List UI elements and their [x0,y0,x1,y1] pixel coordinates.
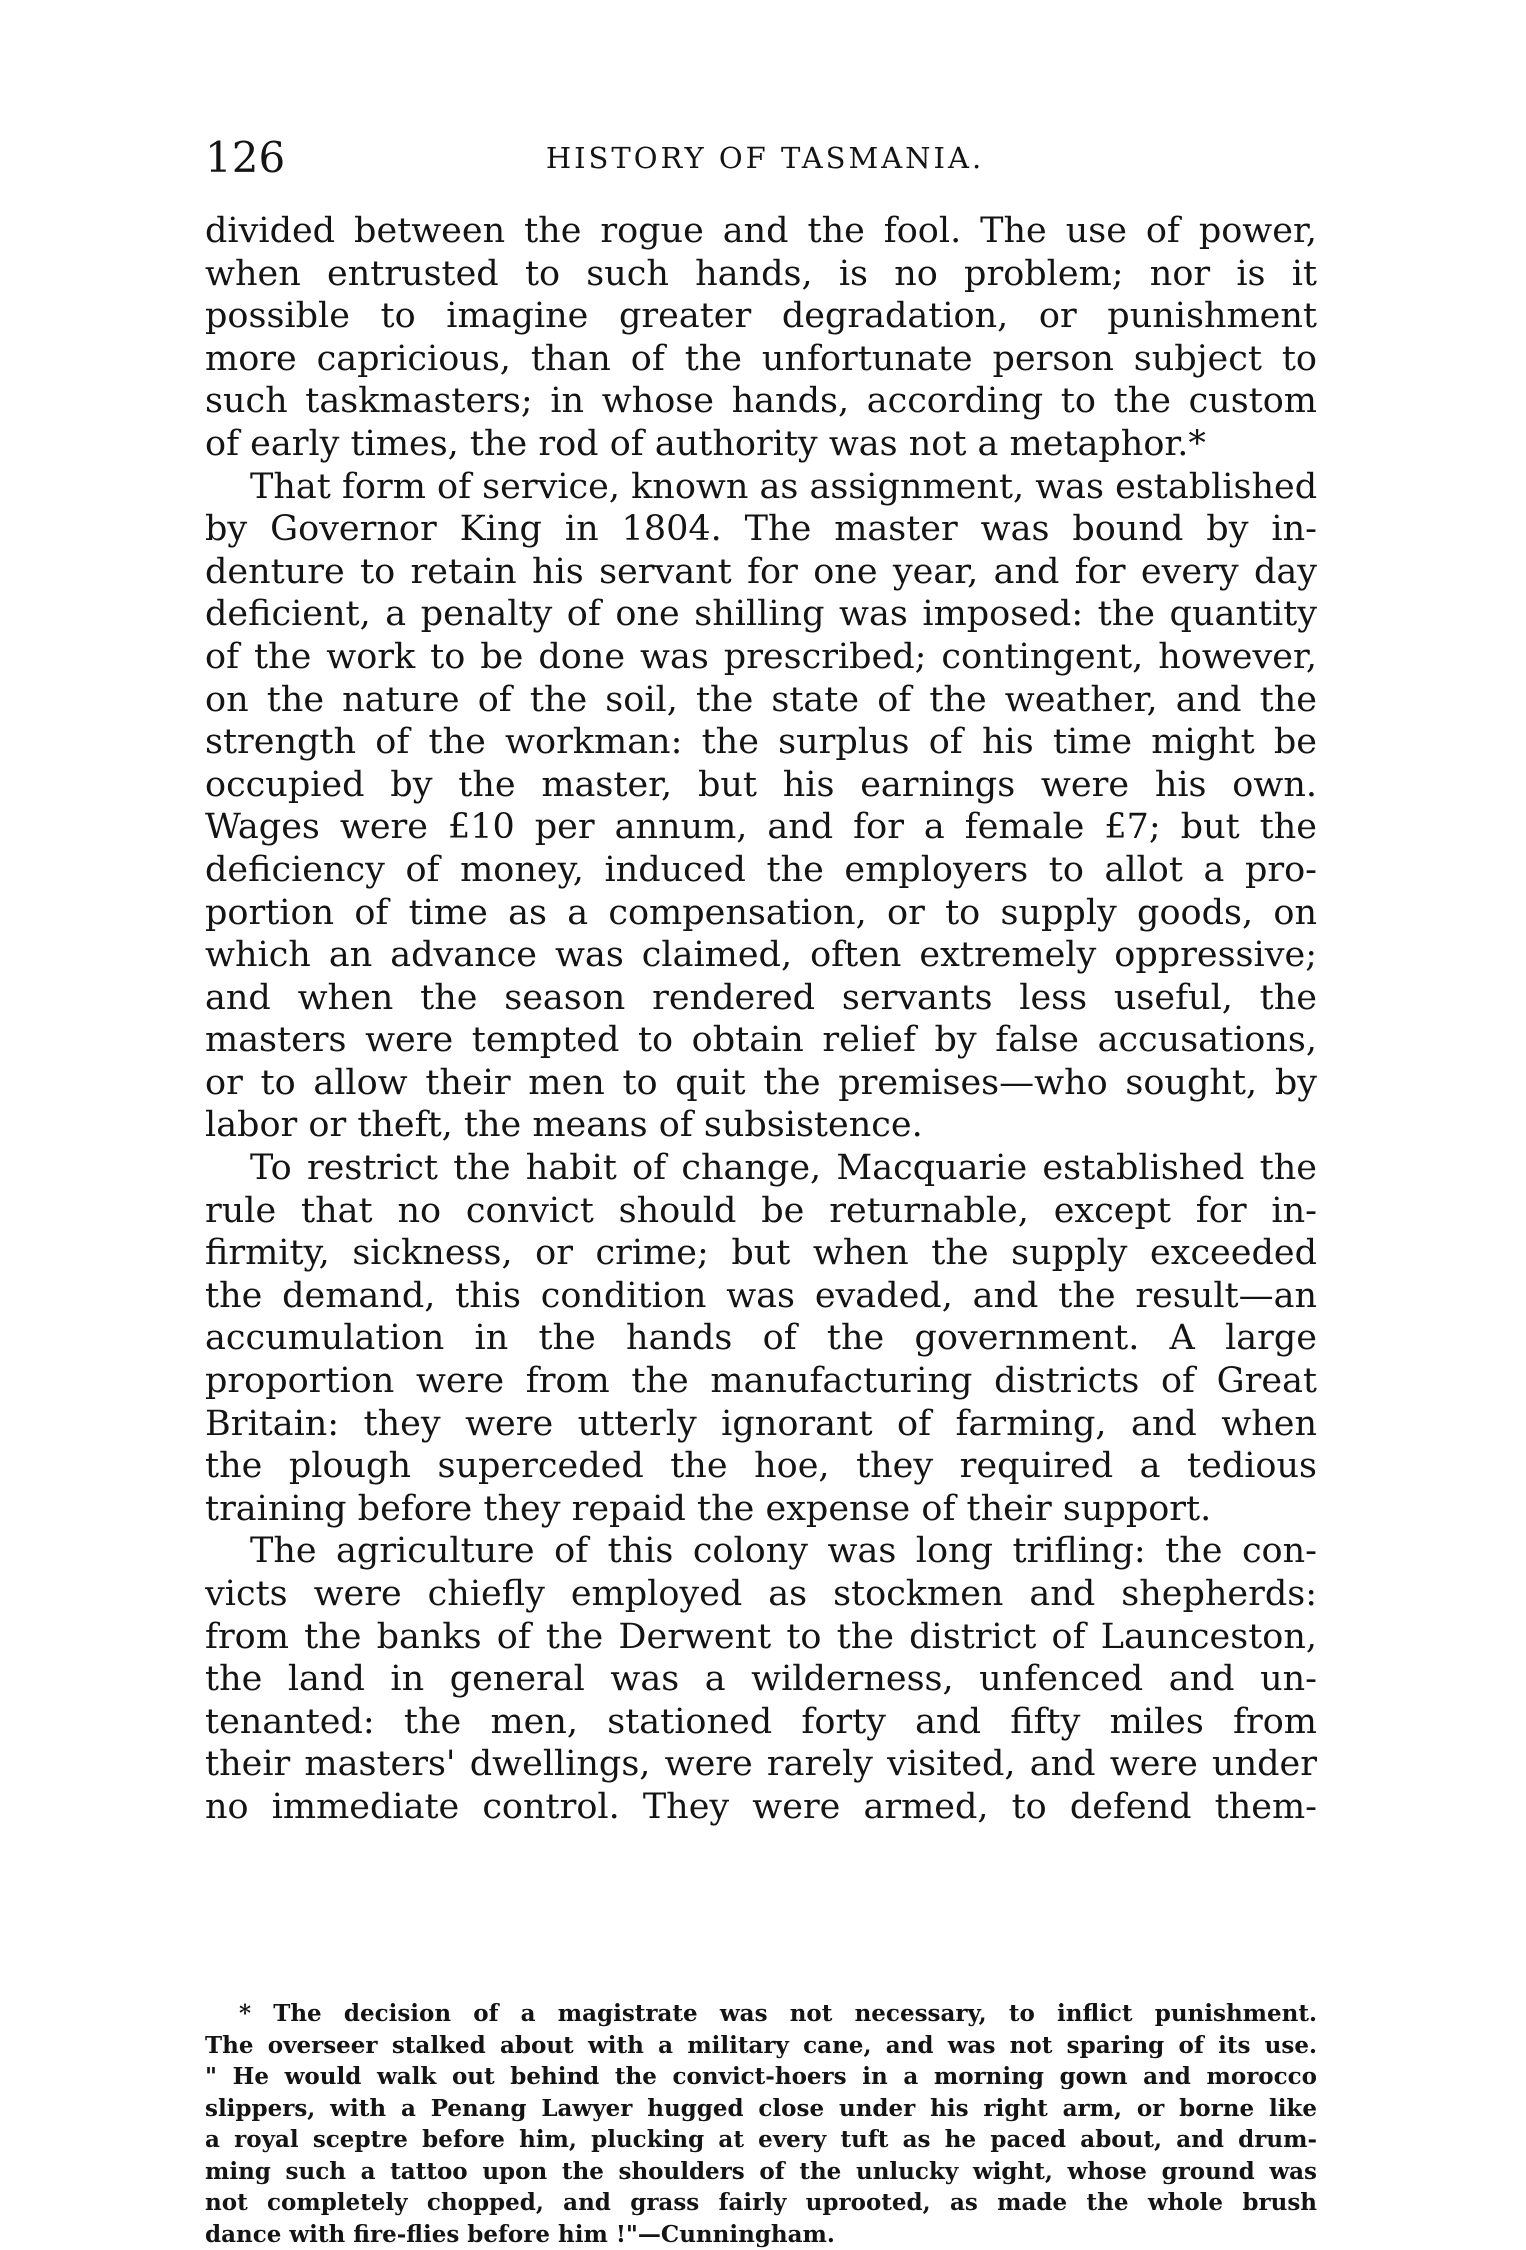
text-line: deficiency of money, induced the employers to allot a pro- [205,849,1317,892]
footnote-line: ming such a tattoo upon the shoulders of the unlucky wight, whose ground was [205,2156,1317,2188]
text-line: denture to retain his servant for one year, and for every day [205,551,1317,594]
text-line: more capricious, than of the unfortunate person subject to [205,338,1317,381]
text-line: the plough superceded the hoe, they required a tedious [205,1445,1317,1488]
page-number: 126 [205,128,285,188]
footnote-line: not completely chopped, and grass fairly uprooted, as made the whole brush [205,2187,1317,2219]
text-line: accumulation in the hands of the government. A large [205,1317,1317,1360]
text-line: strength of the workman: the surplus of his time might be [205,721,1317,764]
text-line: The agriculture of this colony was long trifling: the con- [205,1530,1317,1573]
text-line: possible to imagine greater degradation, or punishment [205,295,1317,338]
text-line: proportion were from the manufacturing districts of Great [205,1360,1317,1403]
text-line: tenanted: the men, stationed forty and fifty miles from [205,1701,1317,1744]
text-line: victs were chiefly employed as stockmen and shepherds: [205,1573,1317,1616]
text-line: by Governor King in 1804. The master was bound by in- [205,508,1317,551]
text-line: masters were tempted to obtain relief by false accusations, [205,1019,1317,1062]
text-line: their masters' dwellings, were rarely visited, and were under [205,1743,1317,1786]
running-title: HISTORY OF TASMANIA. [205,128,1325,188]
footnote-line: " He would walk out behind the convict-hoers in a morning gown and morocco [205,2061,1317,2093]
text-line: no immediate control. They were armed, to defend them- [205,1786,1317,1829]
text-line: firmity, sickness, or crime; but when the supply exceeded [205,1232,1317,1275]
text-line: such taskmasters; in whose hands, according to the custom [205,380,1317,423]
text-line: portion of time as a compensation, or to supply goods, on [205,892,1317,935]
footnote-line: dance with fire-flies before him !"—Cunningham. [205,2219,1317,2250]
text-line: To restrict the habit of change, Macquarie established the [205,1147,1317,1190]
body-text [205,210,1317,1829]
text-line: which an advance was claimed, often extremely oppressive; [205,934,1317,977]
text-line: and when the season rendered servants less useful, the [205,977,1317,1020]
text-line: or to allow their men to quit the premises—who sought, by [205,1062,1317,1105]
page-header [205,128,1325,188]
text-line: on the nature of the soil, the state of the weather, and the [205,679,1317,722]
text-line: when entrusted to such hands, is no problem; nor is it [205,253,1317,296]
footnote-line: * The decision of a magistrate was not necessary, to inflict punishment. [205,1998,1317,2030]
text-line: training before they repaid the expense of their support. [205,1488,1317,1531]
text-line: rule that no convict should be returnable, except for in- [205,1190,1317,1233]
footnote-line: a royal sceptre before him, plucking at every tuft as he paced about, and drum- [205,2124,1317,2156]
text-line: labor or theft, the means of subsistence. [205,1104,1317,1147]
text-line: divided between the rogue and the fool. The use of power, [205,210,1317,253]
text-line: of early times, the rod of authority was not a metaphor.* [205,423,1317,466]
footnote-line: The overseer stalked about with a military cane, and was not sparing of its use. [205,2030,1317,2062]
text-line: That form of service, known as assignment, was established [205,466,1317,509]
text-line: Wages were £10 per annum, and for a female £7; but the [205,806,1317,849]
text-line: Britain: they were utterly ignorant of farming, and when [205,1403,1317,1446]
footnote-line: slippers, with a Penang Lawyer hugged close under his right arm, or borne like [205,2093,1317,2125]
footnote [205,1998,1317,2250]
text-line: occupied by the master, but his earnings were his own. [205,764,1317,807]
text-line: deficient, a penalty of one shilling was imposed: the quantity [205,593,1317,636]
text-line: of the work to be done was prescribed; contingent, however, [205,636,1317,679]
text-line: from the banks of the Derwent to the district of Launceston, [205,1616,1317,1659]
text-line: the demand, this condition was evaded, and the result—an [205,1275,1317,1318]
text-line: the land in general was a wilderness, unfenced and un- [205,1658,1317,1701]
